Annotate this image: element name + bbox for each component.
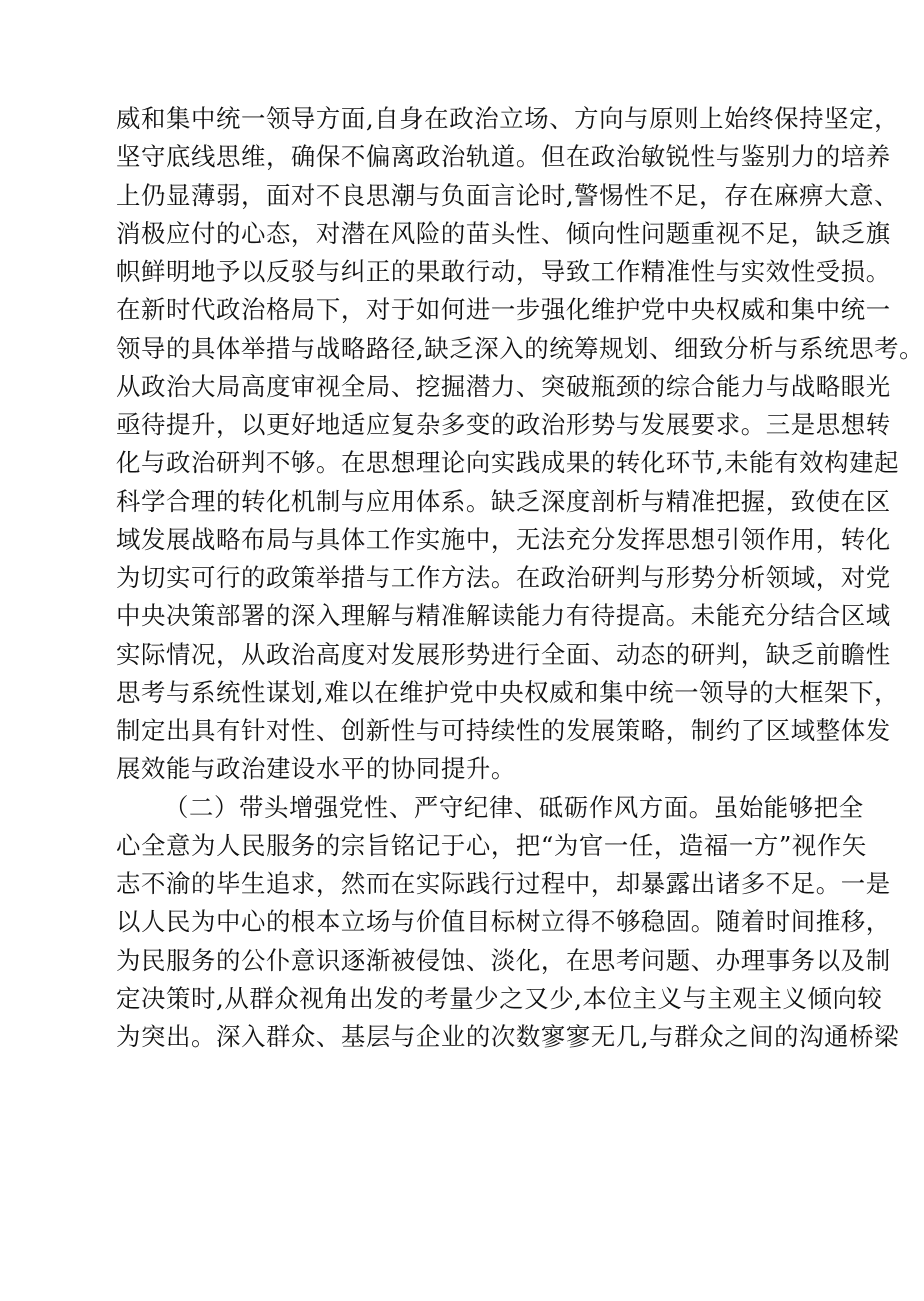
document-body <box>116 100 924 1056</box>
text-line: 在新时代政治格局下，对于如何进一步强化维护党中央权威和集中统一 <box>116 295 891 325</box>
text-line: 帜鲜明地予以反驳与纠正的果敢行动，导致工作精准性与实效性受损。 <box>116 257 891 286</box>
text-line: 中央决策部署的深入理解与精准解读能力有待提高。未能充分结合区域 <box>116 601 891 631</box>
text-line: 志不渝的毕生追求，然而在实际践行过程中，却暴露出诸多不足。一是 <box>116 869 891 898</box>
text-line: 定决策时,从群众视角出发的考量少之又少,本位主义与主观主义倾向较 <box>116 983 883 1013</box>
text-line: 消极应付的心态，对潜在风险的苗头性、倾向性问题重视不足，缺乏旗 <box>116 218 891 248</box>
text-line: 上仍显薄弱，面对不良思潮与负面言论时,警惕性不足，存在麻痹大意、 <box>116 180 900 210</box>
text-line: 科学合理的转化机制与应用体系。缺乏深度剖析与精准把握，致使在区 <box>116 486 891 516</box>
text-line: 威和集中统一领导方面,自身在政治立场、方向与原则上始终保持坚定， <box>116 104 900 133</box>
text-line: 心全意为人民服务的宗旨铭记于心，把“为官一任，造福一方”视作矢 <box>116 830 867 860</box>
text-line: 坚守底线思维，确保不偏离政治轨道。但在政治敏锐性与鉴别力的培养 <box>116 142 891 172</box>
text-line: 化与政治研判不够。在思想理论向实践成果的转化环节,未能有效构建起 <box>116 448 900 478</box>
text-line: 以人民为中心的根本立场与价值目标树立得不够稳固。随着时间推移， <box>116 907 891 937</box>
text-line: 为切实可行的政策举措与工作方法。在政治研判与形势分析领域，对党 <box>116 563 891 592</box>
text-line: 为民服务的公仆意识逐渐被侵蚀、淡化，在思考问题、办理事务以及制 <box>116 945 891 975</box>
text-line: 从政治大局高度审视全局、挖掘潜力、突破瓶颈的综合能力与战略眼光 <box>116 371 891 401</box>
text-line: 领导的具体举措与战略路径,缺乏深入的统筹规划、细致分析与系统思考。 <box>116 333 924 363</box>
text-line: 展效能与政治建设水平的协同提升。 <box>116 754 516 784</box>
text-line: 域发展战略布局与具体工作实施中，无法充分发挥思想引领作用，转化 <box>116 524 891 554</box>
section-heading-line: （二）带头增强党性、严守纪律、砥砺作风方面。虽始能够把全 <box>164 792 864 822</box>
text-line: 制定出具有针对性、创新性与可持续性的发展策略，制约了区域整体发 <box>116 716 891 745</box>
text-line: 实际情况，从政治高度对发展形势进行全面、动态的研判，缺乏前瞻性 <box>116 639 891 669</box>
text-line: 为突出。深入群众、基层与企业的次数寥寥无几,与群众之间的沟通桥梁 <box>116 1022 900 1051</box>
text-line: 亟待提升，以更好地适应复杂多变的政治形势与发展要求。三是思想转 <box>116 410 891 439</box>
text-line: 思考与系统性谋划,难以在维护党中央权威和集中统一领导的大框架下， <box>116 677 900 707</box>
